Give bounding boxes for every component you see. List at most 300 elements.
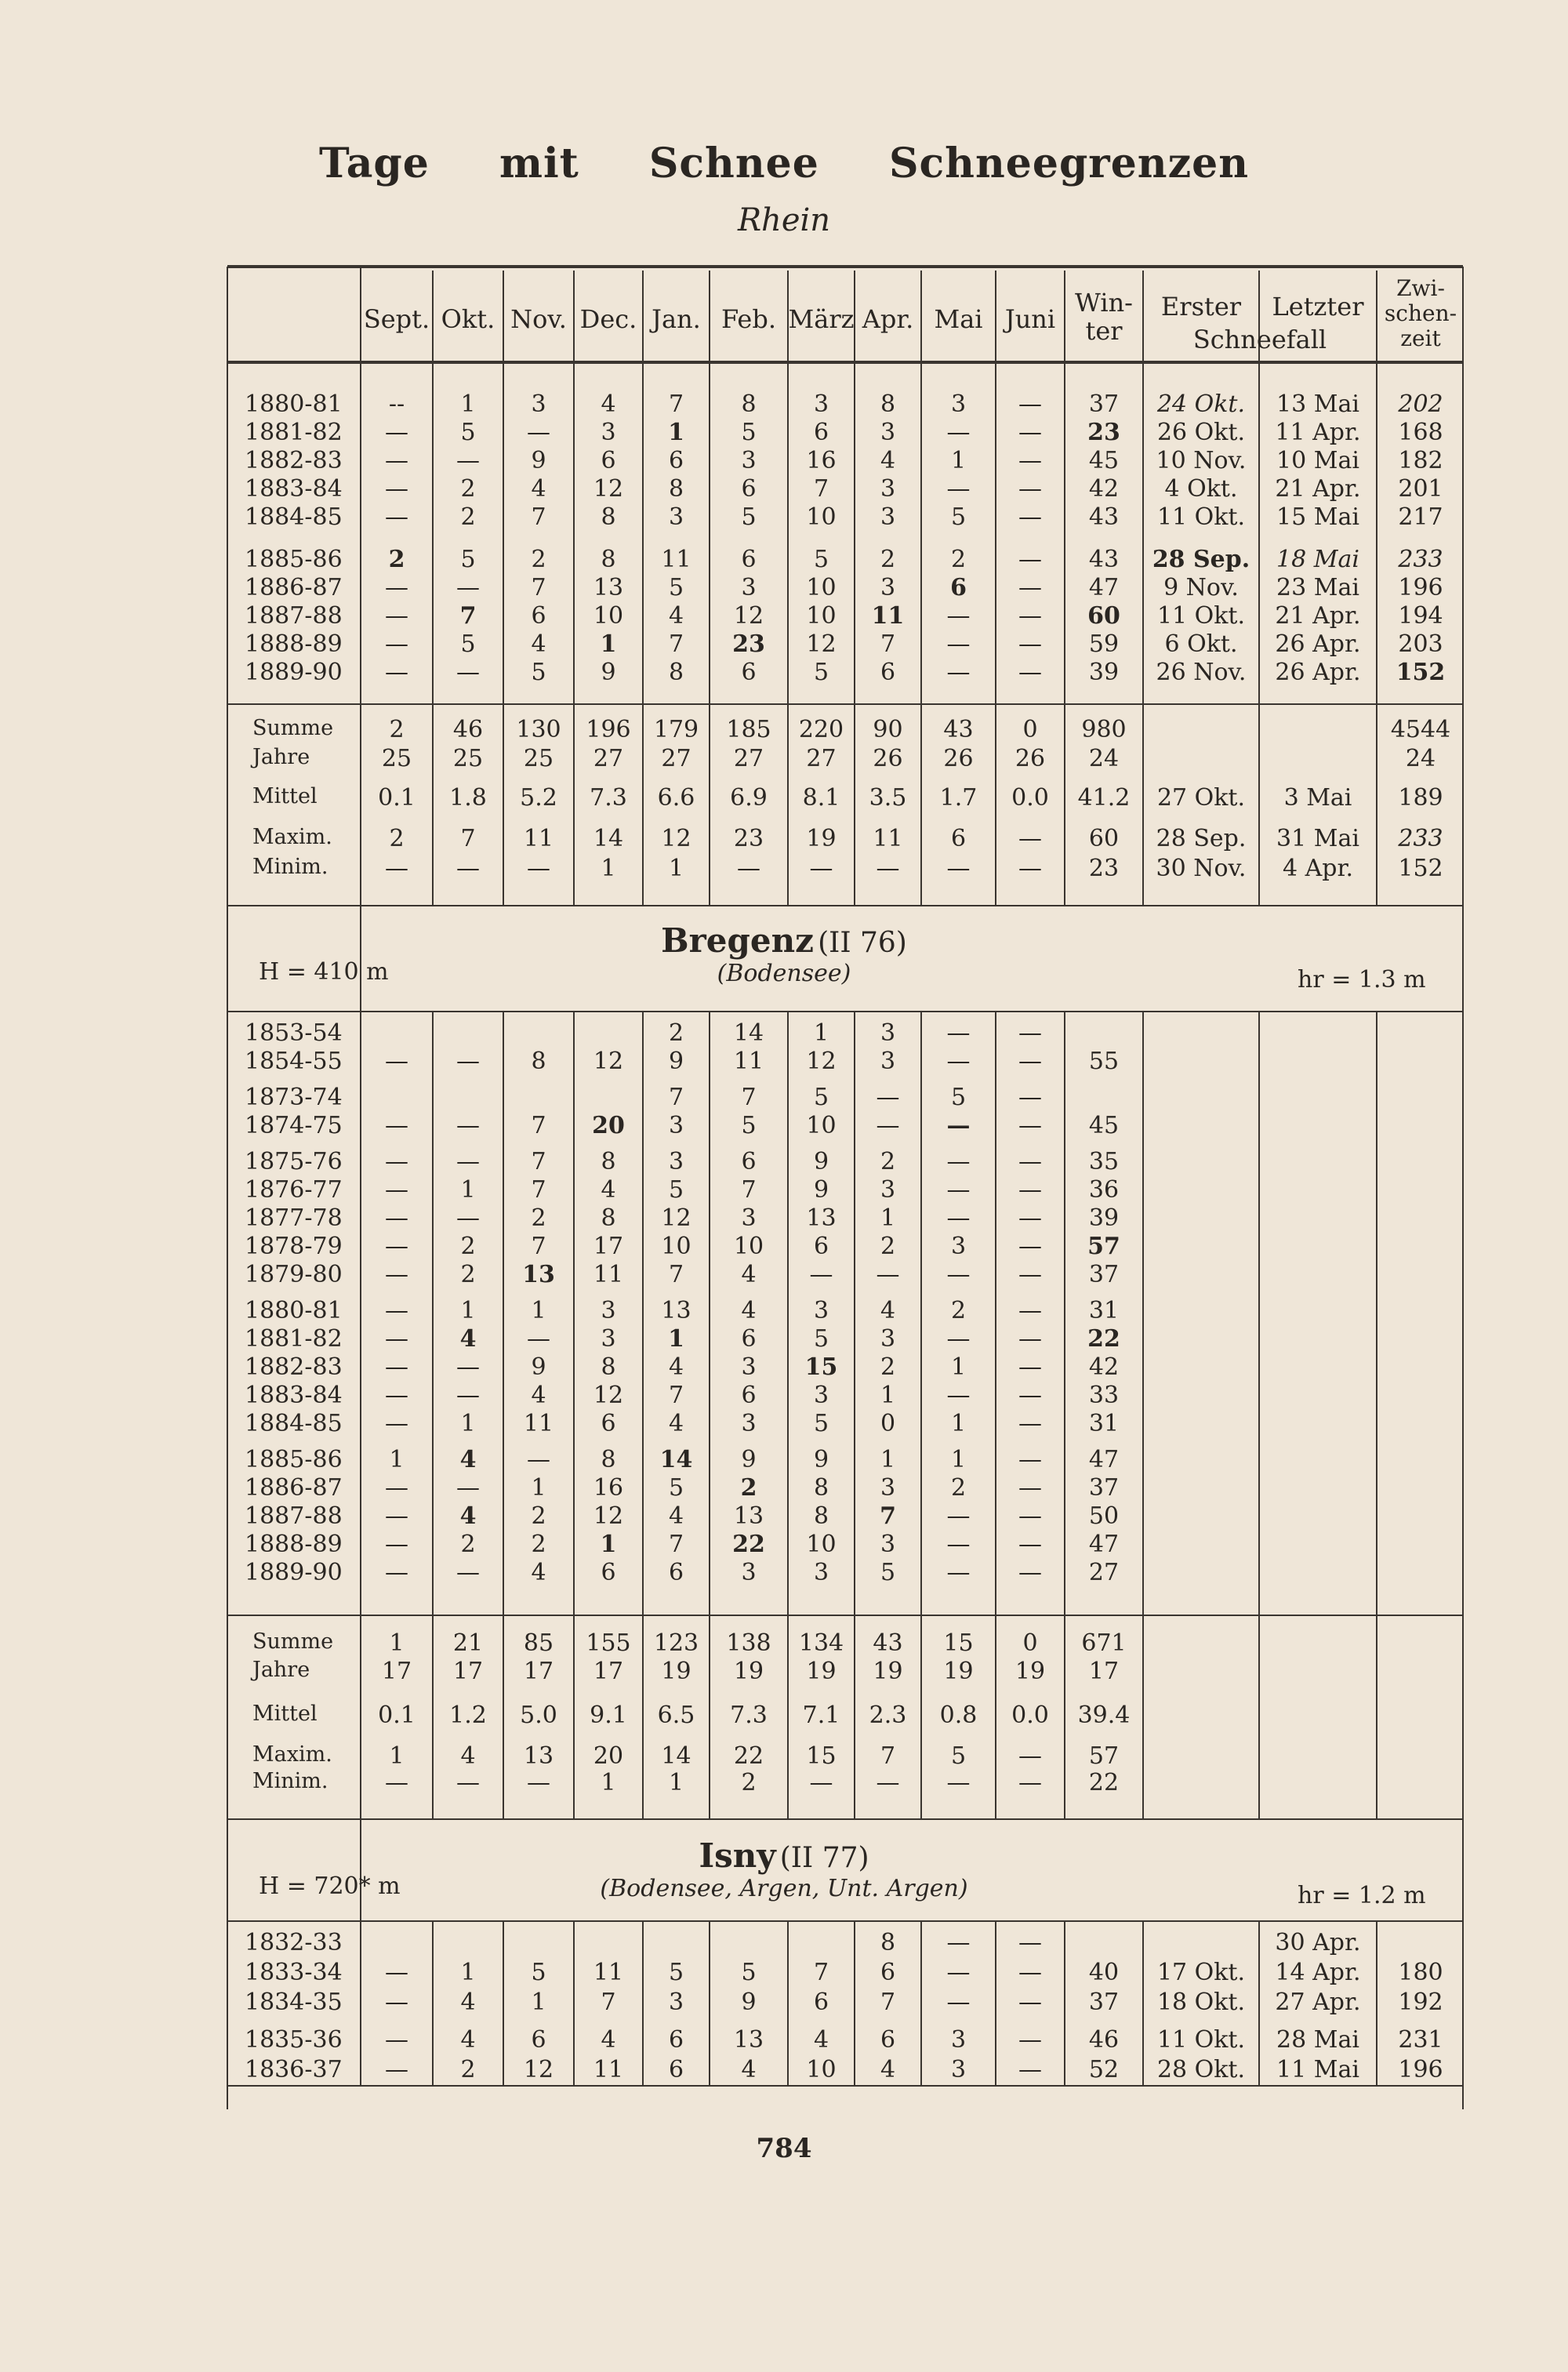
summary-cell: 24 xyxy=(1405,745,1436,772)
summary-cell: 25 xyxy=(523,745,554,772)
table-cell: 3 xyxy=(880,1325,896,1353)
table-cell: 1 xyxy=(460,1410,476,1437)
table-cell: 5 xyxy=(813,546,829,573)
table-cell: 47 xyxy=(1088,1531,1120,1558)
table-cell: 6 xyxy=(813,1989,829,2016)
column-header: Erster xyxy=(1160,292,1242,321)
summary-cell: 1 xyxy=(389,1742,405,1770)
summary-cell: 19 xyxy=(733,1658,764,1685)
summary-cell: 6.9 xyxy=(730,784,768,812)
table-cell: 23 xyxy=(732,630,765,658)
table-cell: — xyxy=(946,1502,971,1530)
table-cell: 5 xyxy=(460,546,476,573)
summary-cell: 39.4 xyxy=(1077,1702,1131,1729)
row-year: 1873-74 xyxy=(245,1084,343,1111)
summary-cell: 85 xyxy=(523,1629,554,1657)
table-cell: 2 xyxy=(388,546,405,573)
table-cell: 28 Mai xyxy=(1276,2026,1359,2054)
table-cell: 1 xyxy=(600,1531,617,1558)
table-cell: 6 xyxy=(601,1410,616,1437)
column-header: Letzter xyxy=(1272,292,1364,321)
summary-cell: 15 xyxy=(806,1742,837,1770)
table-cell: — xyxy=(1018,1382,1042,1409)
column-header: Jan. xyxy=(652,304,701,334)
table-cell: 27 xyxy=(1088,1559,1120,1586)
table-cell: 7 xyxy=(531,1176,546,1204)
table-cell: 8 xyxy=(741,390,757,418)
table-cell: — xyxy=(876,1261,900,1288)
table-cell: 30 Apr. xyxy=(1275,1929,1361,1956)
row-year: 1887-88 xyxy=(245,602,343,630)
table-cell: 8 xyxy=(668,475,684,503)
table-cell: 3 xyxy=(668,1989,684,2016)
table-cell: 201 xyxy=(1398,475,1443,503)
summary-cell: — xyxy=(456,1769,480,1796)
table-cell: 4 xyxy=(668,602,684,630)
table-cell: 55 xyxy=(1088,1048,1120,1075)
summary-cell: 138 xyxy=(726,1629,771,1657)
table-cell: 7 xyxy=(601,1989,616,2016)
table-cell: 8 xyxy=(813,1474,829,1502)
column-header: Nov. xyxy=(510,304,567,334)
row-year: 1881-82 xyxy=(245,419,343,446)
summary-cell: 1.2 xyxy=(449,1702,487,1729)
table-cell: — xyxy=(946,1325,971,1353)
table-cell: — xyxy=(385,1531,408,1558)
table-cell: 2 xyxy=(531,1502,546,1530)
table-cell: 8 xyxy=(601,1446,616,1473)
table-cell: — xyxy=(456,574,480,601)
table-cell: 1 xyxy=(389,1446,405,1473)
summary-cell: 7.3 xyxy=(730,1702,768,1729)
table-cell: 168 xyxy=(1398,419,1443,446)
table-cell: 12 xyxy=(806,630,837,658)
table-cell: 21 Apr. xyxy=(1275,602,1361,630)
table-cell: 10 xyxy=(593,602,624,630)
table-cell: — xyxy=(1018,1474,1042,1502)
summary-cell: 25 xyxy=(452,745,484,772)
table-cell: 182 xyxy=(1398,447,1443,474)
table-cell: 4 xyxy=(601,390,616,418)
table-cell: 12 xyxy=(593,1048,624,1075)
table-cell: 5 xyxy=(880,1559,896,1586)
table-cell: — xyxy=(946,1959,971,1986)
table-cell: 37 xyxy=(1088,390,1120,418)
table-cell: — xyxy=(1018,1502,1042,1530)
column-header: Okt. xyxy=(441,304,495,334)
table-cell: 10 xyxy=(806,1531,837,1558)
column-header: Zwi- schen- zeit xyxy=(1384,275,1457,351)
summary-cell: — xyxy=(737,855,760,882)
table-cell: 3 xyxy=(813,1382,829,1409)
table-cell: 4 xyxy=(531,1559,546,1586)
table-cell: 196 xyxy=(1398,574,1443,601)
table-cell: 7 xyxy=(880,630,896,658)
table-cell: 6 xyxy=(531,602,546,630)
station-ref: (II 77) xyxy=(779,1842,869,1874)
table-cell: 6 xyxy=(880,2026,896,2054)
summary-cell: 671 xyxy=(1081,1629,1127,1657)
table-cell: 16 xyxy=(806,447,837,474)
table-cell: 3 xyxy=(880,1531,896,1558)
summary-cell: 220 xyxy=(798,716,844,743)
table-cell: 23 Mai xyxy=(1276,574,1359,601)
row-year: 1835-36 xyxy=(245,2026,343,2054)
table-cell: 1 xyxy=(460,1176,476,1204)
table-cell: 7 xyxy=(668,1261,684,1288)
summary-cell: 24 xyxy=(1088,745,1120,772)
summary-cell: 17 xyxy=(1088,1658,1120,1685)
table-cell: — xyxy=(1018,1297,1042,1324)
table-cell: 43 xyxy=(1088,503,1120,531)
summary-cell: 17 xyxy=(452,1658,484,1685)
row-year: 1880-81 xyxy=(245,390,343,418)
table-cell: — xyxy=(1018,1261,1042,1288)
table-cell: 11 xyxy=(523,1410,554,1437)
table-cell: 14 Apr. xyxy=(1275,1959,1361,1986)
table-cell: — xyxy=(1018,1559,1042,1586)
row-year: 1875-76 xyxy=(245,1148,343,1175)
table-cell: 3 xyxy=(880,1048,896,1075)
table-cell: 12 xyxy=(523,2056,554,2083)
table-cell: — xyxy=(385,503,408,531)
table-cell: 7 xyxy=(531,503,546,531)
summary-cell: 43 xyxy=(873,1629,903,1657)
row-year: 1880-81 xyxy=(245,1297,343,1324)
table-cell: 3 xyxy=(601,1297,616,1324)
column-header: Juni xyxy=(1004,304,1056,334)
summary-cell: 0.1 xyxy=(378,784,416,812)
table-cell: 14 xyxy=(659,1446,693,1473)
table-cell: 9 xyxy=(813,1446,829,1473)
table-cell: 7 xyxy=(741,1084,757,1111)
table-cell: 203 xyxy=(1398,630,1443,658)
table-cell: — xyxy=(1018,1048,1042,1075)
table-cell: — xyxy=(1018,1084,1042,1111)
table-cell: 3 xyxy=(741,1559,757,1586)
summary-cell: 1 xyxy=(668,855,684,882)
table-cell: 37 xyxy=(1088,1474,1120,1502)
summary-cell: 189 xyxy=(1398,784,1443,812)
row-year: 1884-85 xyxy=(245,503,343,531)
station-hr: hr = 1.2 m xyxy=(1298,1882,1426,1909)
summary-cell: 26 xyxy=(943,745,974,772)
summary-label: Jahre xyxy=(252,1658,310,1682)
table-cell: 5 xyxy=(813,1410,829,1437)
summary-cell: 26 xyxy=(873,745,903,772)
table-cell: — xyxy=(385,630,408,658)
summary-cell: 57 xyxy=(1088,1742,1120,1770)
table-cell: 11 Apr. xyxy=(1275,419,1361,446)
summary-cell: 60 xyxy=(1088,825,1120,852)
table-cell: — xyxy=(876,1112,900,1139)
summary-cell: 7 xyxy=(460,825,476,852)
summary-cell: 11 xyxy=(873,825,903,852)
table-cell: 43 xyxy=(1088,546,1120,573)
table-cell: 11 Okt. xyxy=(1156,2026,1246,2054)
table-cell: 2 xyxy=(880,546,896,573)
table-cell: 1 xyxy=(950,447,967,474)
summary-cell: 7 xyxy=(880,1742,896,1770)
table-cell: 13 xyxy=(733,2026,764,2054)
table-cell: 13 xyxy=(522,1261,555,1288)
table-cell: — xyxy=(385,1297,408,1324)
table-cell: 3 xyxy=(741,574,757,601)
table-cell: 4 xyxy=(531,475,546,503)
row-year: 1882-83 xyxy=(245,1353,343,1381)
summary-cell: 0.8 xyxy=(939,1702,978,1729)
table-cell: — xyxy=(456,1204,480,1232)
table-cell: 1 xyxy=(600,630,617,658)
table-cell: 6 xyxy=(531,2026,546,2054)
table-cell: 4 xyxy=(880,447,896,474)
table-cell: 202 xyxy=(1398,390,1443,418)
summary-cell: — xyxy=(385,855,408,882)
summary-cell: 19 xyxy=(661,1658,691,1685)
summary-cell: 1 xyxy=(668,1769,684,1796)
summary-cell: 185 xyxy=(726,716,771,743)
table-cell: 4 xyxy=(668,1410,684,1437)
table-cell: 12 xyxy=(593,475,624,503)
table-cell: 4 xyxy=(741,2056,757,2083)
row-year: 1836-37 xyxy=(245,2056,343,2083)
summary-cell: 41.2 xyxy=(1077,784,1131,812)
table-cell: 6 xyxy=(668,2026,684,2054)
summary-cell: 0.0 xyxy=(1011,1702,1049,1729)
table-cell: — xyxy=(527,1325,550,1353)
column-header: Feb. xyxy=(720,304,777,334)
table-cell: — xyxy=(385,447,408,474)
table-cell: 2 xyxy=(950,1474,967,1502)
table-cell: 233 xyxy=(1398,546,1443,573)
row-year: 1874-75 xyxy=(245,1112,343,1139)
station-name: Isny xyxy=(699,1836,776,1875)
table-cell: 3 xyxy=(741,1353,757,1381)
table-cell: 10 xyxy=(733,1233,764,1260)
table-cell: 6 xyxy=(880,1959,896,1986)
table-cell: 11 xyxy=(661,546,691,573)
table-cell: 2 xyxy=(531,1531,546,1558)
station-ref: (II 76) xyxy=(818,927,907,959)
table-cell: 18 Mai xyxy=(1276,546,1359,573)
table-cell: — xyxy=(385,2056,408,2083)
table-cell: — xyxy=(1018,1204,1042,1232)
table-cell: 13 xyxy=(806,1204,837,1232)
table-cell: 5 xyxy=(741,1112,757,1139)
table-cell: 23 xyxy=(1087,419,1120,446)
table-cell: 12 xyxy=(733,602,764,630)
summary-cell: 19 xyxy=(806,1658,837,1685)
summary-cell: 2 xyxy=(389,825,405,852)
table-cell: 5 xyxy=(813,659,829,686)
column-header: Sept. xyxy=(363,304,430,334)
table-cell: — xyxy=(946,1531,971,1558)
row-year: 1883-84 xyxy=(245,1382,343,1409)
summary-cell: 23 xyxy=(733,825,764,852)
table-cell: 5 xyxy=(741,419,757,446)
summary-cell: — xyxy=(876,1769,900,1796)
table-cell: — xyxy=(946,602,971,630)
table-cell: 3 xyxy=(880,1474,896,1502)
table-cell: 4 xyxy=(460,2026,476,2054)
table-cell: 180 xyxy=(1398,1959,1443,1986)
table-cell: 42 xyxy=(1088,1353,1120,1381)
table-cell: 2 xyxy=(880,1233,896,1260)
table-cell: 2 xyxy=(950,546,967,573)
summary-cell: 23 xyxy=(1088,855,1120,882)
table-cell: 3 xyxy=(741,447,757,474)
table-cell: — xyxy=(456,1112,480,1139)
table-cell: 8 xyxy=(601,1204,616,1232)
table-cell: 6 xyxy=(741,475,757,503)
summary-cell: 22 xyxy=(1088,1769,1120,1796)
summary-label: Minim. xyxy=(252,1769,328,1793)
summary-cell: 1 xyxy=(601,855,616,882)
summary-cell: 152 xyxy=(1398,855,1443,882)
table-cell: — xyxy=(385,659,408,686)
table-cell: 3 xyxy=(601,1325,616,1353)
table-cell: 4 xyxy=(459,1502,477,1530)
table-cell: 13 xyxy=(733,1502,764,1530)
summary-cell: 2.3 xyxy=(869,1702,907,1729)
summary-cell: 6 xyxy=(950,825,967,852)
summary-cell: 130 xyxy=(516,716,561,743)
table-cell: — xyxy=(1018,659,1042,686)
table-cell: — xyxy=(1018,1531,1042,1558)
table-cell: 9 Nov. xyxy=(1163,574,1239,601)
table-cell: 14 xyxy=(733,1019,764,1047)
page-number: 784 xyxy=(756,2133,812,2164)
table-cell: — xyxy=(385,1502,408,1530)
table-cell: — xyxy=(385,1048,408,1075)
table-cell: 5 xyxy=(813,1084,829,1111)
table-cell: 4 xyxy=(880,2056,896,2083)
table-cell: 9 xyxy=(813,1148,829,1175)
table-cell: 12 xyxy=(593,1502,624,1530)
summary-cell: 5 xyxy=(950,1742,967,1770)
summary-cell: — xyxy=(456,855,480,882)
table-cell: 28 Sep. xyxy=(1152,546,1250,573)
table-cell: 3 xyxy=(950,2056,967,2083)
table-cell: 17 Okt. xyxy=(1156,1959,1246,1986)
summary-cell: 9.1 xyxy=(590,1702,627,1729)
table-cell: — xyxy=(946,1559,971,1586)
table-cell: — xyxy=(946,1112,971,1139)
table-cell: — xyxy=(385,1233,408,1260)
table-cell: 11 Mai xyxy=(1276,2056,1359,2083)
table-cell: 28 Okt. xyxy=(1156,2056,1246,2083)
summary-cell: 2 xyxy=(389,716,405,743)
table-cell: — xyxy=(1018,2056,1042,2083)
table-cell: 3 xyxy=(880,419,896,446)
table-cell: — xyxy=(1018,1929,1042,1956)
summary-cell: 4544 xyxy=(1390,716,1451,743)
table-cell: 37 xyxy=(1088,1261,1120,1288)
table-cell: 4 xyxy=(601,1176,616,1204)
table-cell: — xyxy=(1018,1325,1042,1353)
table-cell: 10 Mai xyxy=(1276,447,1359,474)
table-cell: 10 xyxy=(806,2056,837,2083)
summary-cell: 123 xyxy=(653,1629,699,1657)
table-cell: 6 xyxy=(741,546,757,573)
row-year: 1888-89 xyxy=(245,630,343,658)
table-cell: 45 xyxy=(1088,447,1120,474)
summary-label: Mittel xyxy=(252,784,318,808)
table-cell: 0 xyxy=(880,1410,896,1437)
table-cell: 6 xyxy=(741,1382,757,1409)
table-cell: 6 xyxy=(950,574,967,601)
table-cell: — xyxy=(385,1112,408,1139)
table-cell: 9 xyxy=(531,1353,546,1381)
table-cell: 3 xyxy=(880,1019,896,1047)
table-cell: 17 xyxy=(593,1233,624,1260)
table-cell: 3 xyxy=(741,1410,757,1437)
table-cell: 4 xyxy=(741,1261,757,1288)
table-cell: 8 xyxy=(880,390,896,418)
table-cell: — xyxy=(385,1148,408,1175)
table-cell: — xyxy=(385,1382,408,1409)
table-cell: — xyxy=(385,2026,408,2054)
summary-cell: 90 xyxy=(873,716,903,743)
summary-cell: 6.6 xyxy=(657,784,695,812)
table-cell: — xyxy=(946,419,971,446)
table-cell: 1 xyxy=(880,1446,896,1473)
table-cell: 5 xyxy=(741,1959,757,1986)
table-cell: 3 xyxy=(880,503,896,531)
summary-cell: 15 xyxy=(943,1629,974,1657)
table-cell: — xyxy=(1018,390,1042,418)
summary-cell: — xyxy=(876,855,900,882)
table-cell: — xyxy=(385,1261,408,1288)
summary-cell: 17 xyxy=(381,1658,412,1685)
table-cell: 8 xyxy=(668,659,684,686)
summary-cell: 1.7 xyxy=(939,784,978,812)
table-cell: 12 xyxy=(806,1048,837,1075)
table-cell: — xyxy=(385,419,408,446)
table-cell: 9 xyxy=(741,1989,757,2016)
row-year: 1876-77 xyxy=(245,1176,343,1204)
table-cell: -- xyxy=(388,390,405,418)
table-cell: 26 Okt. xyxy=(1156,419,1246,446)
table-cell: 5 xyxy=(950,503,967,531)
table-cell: 3 xyxy=(741,1204,757,1232)
summary-cell: 20 xyxy=(593,1742,624,1770)
summary-cell: 27 xyxy=(661,745,691,772)
table-cell: 7 xyxy=(668,1084,684,1111)
station-height: H = 720* m xyxy=(259,1873,401,1900)
table-cell: 47 xyxy=(1088,1446,1120,1473)
table-cell: — xyxy=(456,1382,480,1409)
summary-cell: 28 Sep. xyxy=(1156,825,1247,852)
table-cell: 10 xyxy=(806,574,837,601)
summary-cell: — xyxy=(1018,1742,1042,1770)
table-cell: 13 xyxy=(593,574,624,601)
table-cell: 9 xyxy=(813,1176,829,1204)
table-cell: 3 xyxy=(813,1559,829,1586)
row-year: 1887-88 xyxy=(245,1502,343,1530)
table-cell: 12 xyxy=(661,1204,691,1232)
table-cell: — xyxy=(1018,574,1042,601)
table-cell: — xyxy=(876,1084,900,1111)
table-cell: 42 xyxy=(1088,475,1120,503)
table-cell: 8 xyxy=(601,1353,616,1381)
table-cell: 7 xyxy=(668,1531,684,1558)
summary-cell: 5.2 xyxy=(520,784,557,812)
summary-cell: — xyxy=(527,855,550,882)
table-cell: 6 xyxy=(741,1325,757,1353)
table-cell: — xyxy=(946,1929,971,1956)
summary-cell: 19 xyxy=(873,1658,903,1685)
